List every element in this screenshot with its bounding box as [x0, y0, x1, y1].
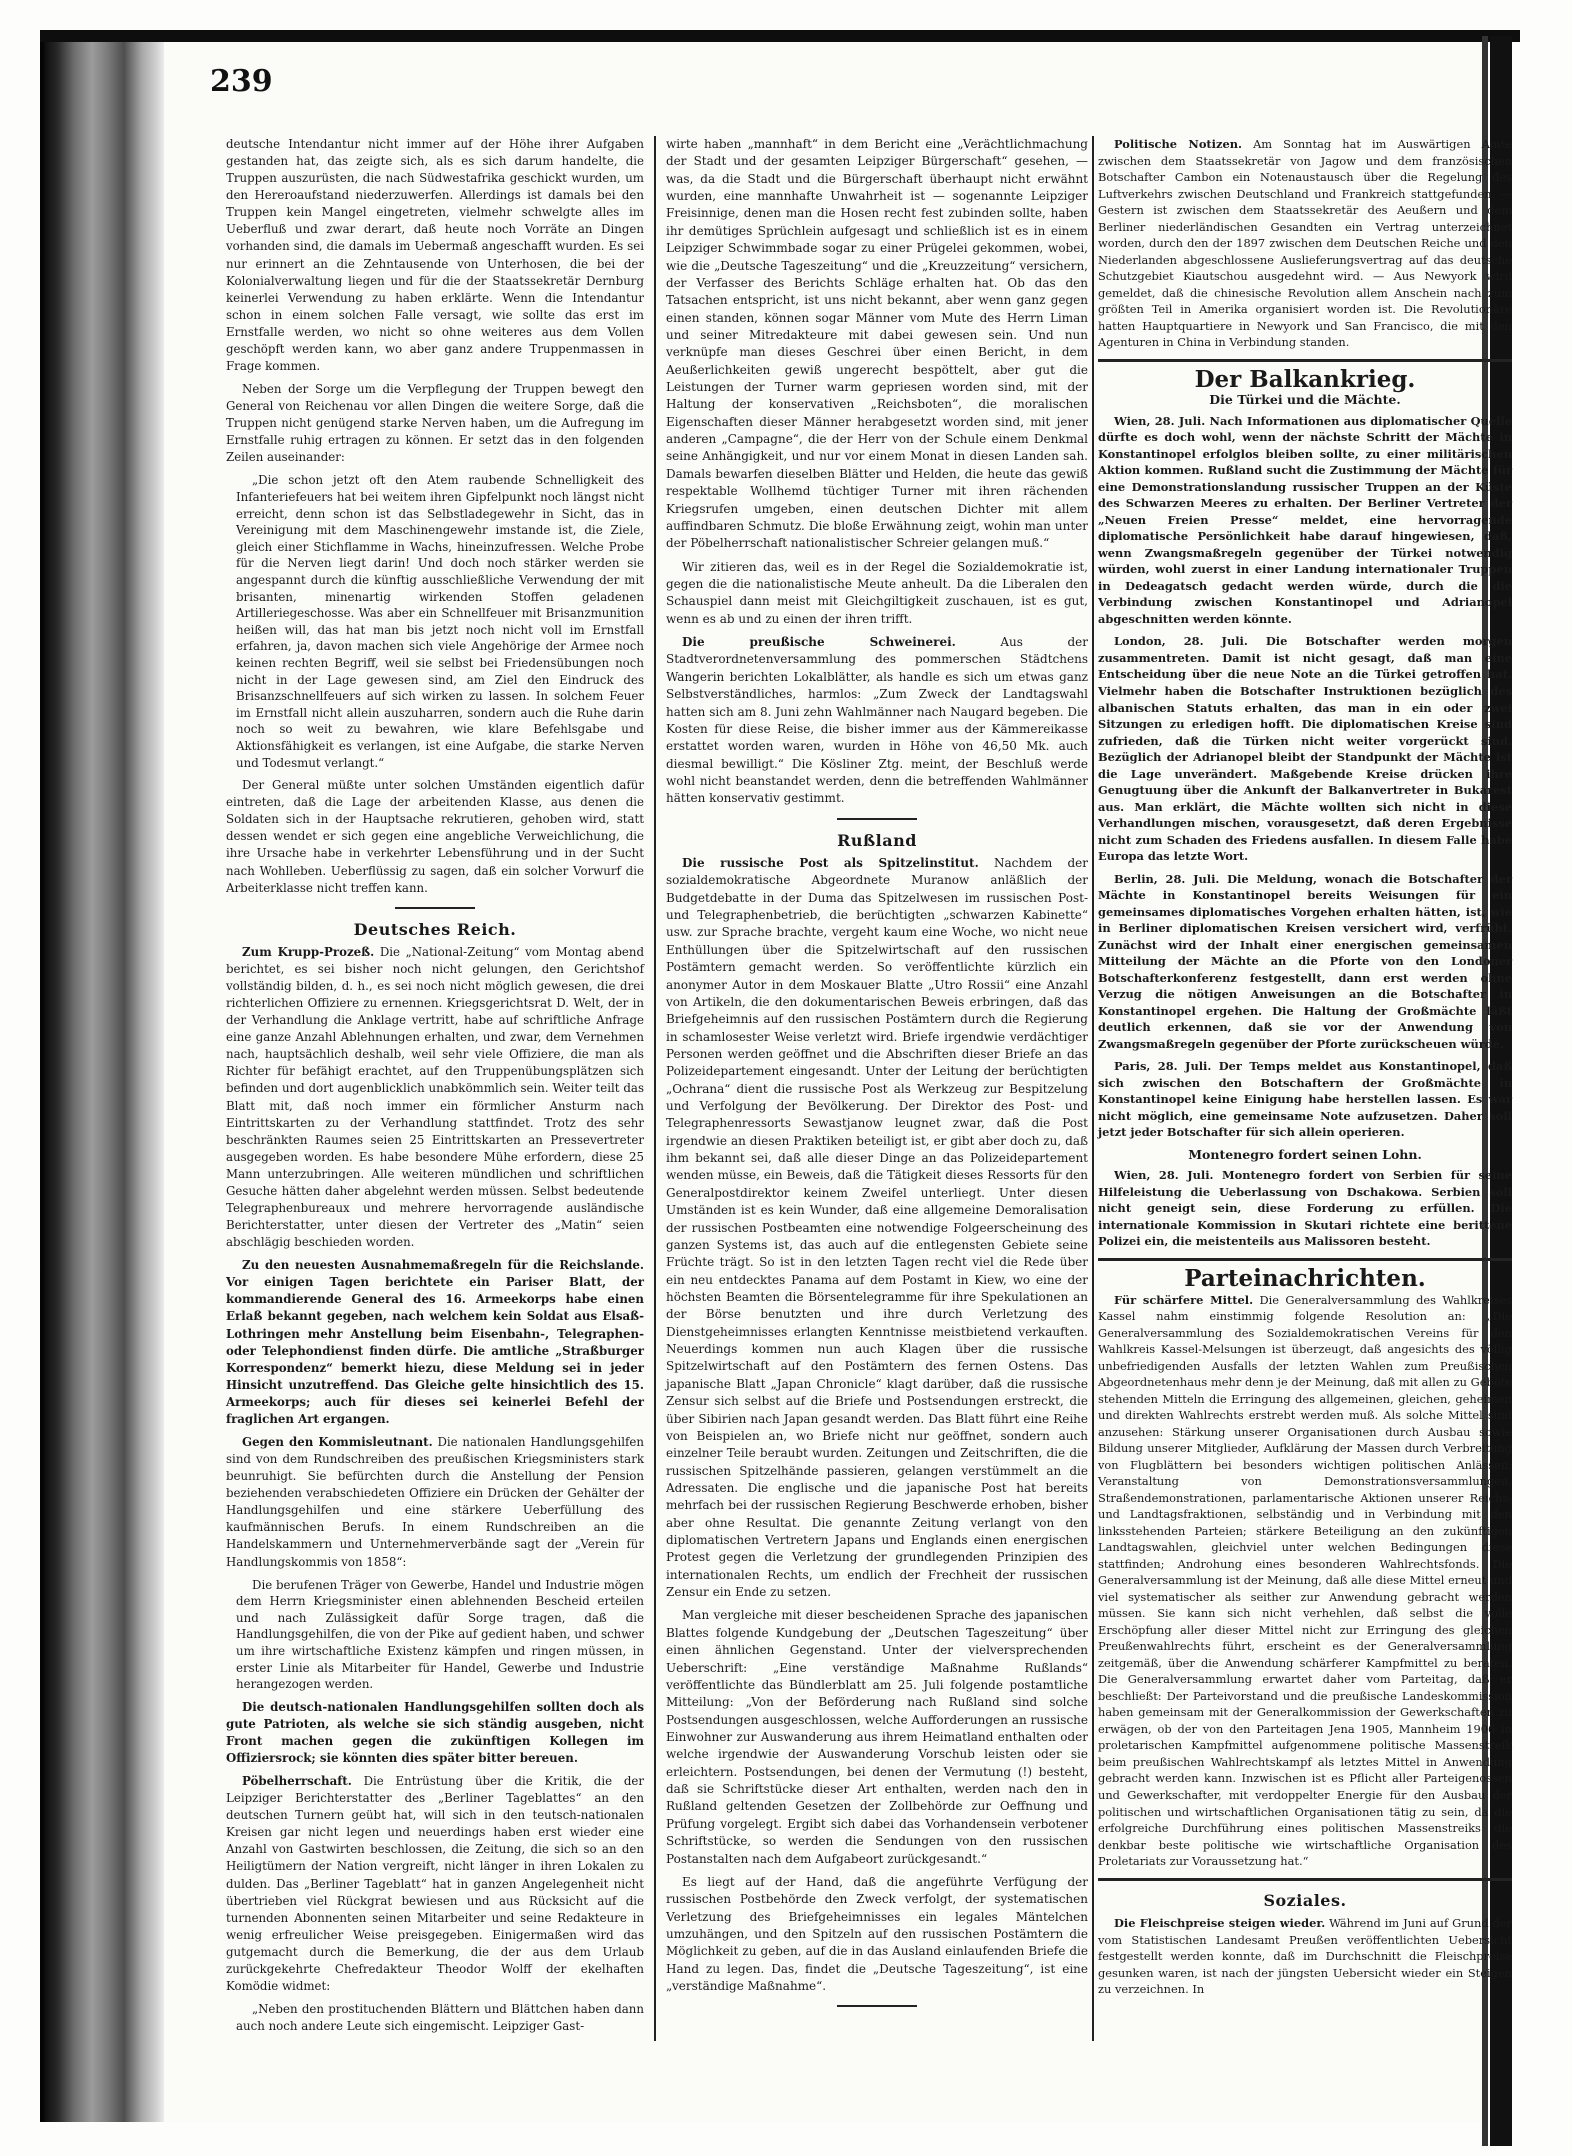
- column-2: [666, 136, 1088, 2017]
- news-kicker: Zum Krupp-Prozeß.: [242, 944, 375, 959]
- news-text: Die Generalversammlung des Wahlkreises Kassel nahm einstimmig folgende Resolution an: „Die Generalversammlung des Sozialdemokratischen Vereins für den Wahlkreis Kassel-Melsungen ist überzeugt, daß angesichts des völlig unbefriedigenden Ausfalls der letzten Wahlen zum Preußischen Abgeordnetenhaus mehr denn je der Meinung, daß mit allen zu Gebote stehenden Mitteln die Erringung des allgemeinen, gleichen, geheimen und direkten Wahlrechts erstrebt werden muß. Als solche Mittel sind anzusehen: Stärkung unserer Organisationen durch Ausbau sowie Bildung unserer Mitglieder, Aufklärung der Massen durch Verbreitung von Flugblättern bei besonders wichtigen politischen Anlässen; Veranstaltung von Demonstrationsversammlungen, Straßendemonstrationen, parlamentarische Aktionen unserer Reichs- und Landtagsfraktionen, selbständig und in Verbindung mit den linksstehenden Parteien; stärkere Beteiligung an den zukünftigen Landtagswahlen, gleichviel unter welchen Bedingungen diese stattfinden; Androhung eines besonderen Wahlrechtsfonds. Die Generalversammlung ist der Meinung, daß alle diese Mittel erneut und viel systematischer als seither zur Anwendung gebracht werden müssen. Sie kann sich nicht verhehlen, daß selbst die volle Erschöpfung aller dieser Mittel nicht zur Erringung des gleichen Preußenwahlrechts führt, erscheint es der Generalversammlung zeitgemäß, über die Anwendung schärferer Kampfmittel zu beraten. Die Generalversammlung erwartet daher vom Parteitag, daß er beschließt: Der Parteivorstand und die preußische Landeskommission haben gemeinsam mit der Generalkommission der Gewerkschaften zu erwägen, ob der von den Parteitagen Jena 1905, Mannheim 1906 in proletarischen Kampfmittel aufgenommene politische Massenstreik beim preußischen Wahlrechtskampf als letztes Mittel in Anwendung gebracht werden kann. Inzwischen ist es Pflicht aller Parteigenossen und Gewerkschafter, mit verdoppelter Energie für den Ausbau der politischen und wirtschaftlichen Organisationen tätig zu sein, da die erfolgreiche Durchführung eines politischen Massenstreiks die denkbar beste politische wie wirtschaftliche Organisation des Proletariats zur Voraussetzung hat.“: [1098, 1292, 1512, 1869]
- section-heading-parteinachrichten: Parteinachrichten.: [1184, 1265, 1426, 1292]
- quoted-passage: „Die schon jetzt oft den Atem raubende Schnelligkeit des Infanteriefeuers hat bei weitem ihren Gipfelpunkt noch längst nicht erreicht, denn schon ist das Selbstladegewehr in Sicht, das in Vereinigung mit dem Maschinengewehr imstande ist, die Ziele, gleich einer Stichflamme in Wachs, hineinzufressen. Welche Probe für die Nerven liegt darin! Und doch noch stärker werden sie angespannt durch die künftig ausschließliche Verwendung der mit brisanten, minenartig wirkenden Stoffen geladenen Artilleriegeschosse. Was aber ein Schnellfeuer mit Brisanzmunition heißen will, das hat man bis jetzt noch nicht voll im Ernstfall erfahren, ja, davon machen sich viele Angehörige der Armee noch keinen rechten Begriff, weil sie selbst bei Friedensübungen noch nicht in der Lage gewesen sind, am Ziel den Eindruck des Brisanzschnellfeuers auf sich wirken zu lassen. In solchem Feuer im Ernstfall nicht allein auszuharren, sondern auch die Ruhe darin noch so weit zu bewahren, wie klare Befehlsgabe und Aktionsfähigkeit es verlangen, ist eine Aufgabe, die starke Nerven und Todesmut verlangt.“: [236, 473, 644, 770]
- news-kicker: Zu den neuesten Ausnahmemaßregeln für die Reichslande.: [242, 1258, 644, 1273]
- column-3: [1098, 136, 1512, 2004]
- article-paragraph: wirte haben „mannhaft“ in dem Bericht eine „Verächtlichmachung der Stadt und der gesamten Leipziger Bürgerschaft“ gesehen, — was, da die Stadt und die Bürgerschaft überhaupt nicht erwähnt wurden, eine mannhafte Unwahrheit ist — sogenannte Leipziger Freisinnige, denen man die Hosen recht fest zubinden sollte, haben ihr demütiges Sprüchlein aufgesagt und schließlich ist es in einem Leipziger Schwimmbade sogar zu einer Prügelei gekommen, wobei, wie die „Deutsche Tageszeitung“ und die „Kreuzzeitung“ versichern, der Verfasser des Berichts Schläge erhalten hat. Ob das den Tatsachen entspricht, ist uns nicht bekannt, aber wenn ganz gegen einen standen, können sogar Männer vom Mute des Herrn Liman und seiner Mitredakteure mit dabei gewesen sein. Und nun verknüpfe man dieses Geschrei über einen Bericht, in dem Aeußerlichkeiten gewiß ungerecht bespöttelt, aber gut die Leistungen der Turner warm gepriesen worden sind, mit der Haltung der konservativen „Reichsboten“, die moralischen Eigenschaften dieser Männer herabgesetzt worden sind, mit jener anderen „Campagne“, die der Herr von der Schule einem Denkmal seine Anhängigkeit, und nur vor einem Monat in diesen Landen sah. Damals bewarfen dieselben Blätter und Helden, die heute das gewiß respektable Wollhemd tüchtiger Turner mit ihren rächenden Kriegsrufen umgeben, einen deutschen Dichter mit allem auffindbaren Schmutz. Die bloße Erwähnung zeigt, wohin man unter der Pöbelherrschaft nationalistischer Schreier gelangen muß.“: [666, 137, 1088, 551]
- section-heading-soziales: Soziales.: [1263, 1890, 1347, 1910]
- news-kicker: Die preußische Schweinerei.: [682, 635, 956, 650]
- quoted-passage: Die berufenen Träger von Gewerbe, Handel und Industrie mögen dem Herrn Kriegsminister einen ablehnenden Bescheid erteilen und nach Zulässigkeit dafür Sorge tragen, daß die Handlungsgehilfen, die von der Pike auf gedient haben, und schwer um ihre wirtschaftliche Existenz kämpfen und ringen müssen, in erster Linie als Mitarbeiter für Handel, Gewerbe und Industrie herangezogen werden.: [236, 1577, 644, 1692]
- dispatch-wien: Wien, 28. Juli. Nach Informationen aus diplomatischer Quelle dürfte es doch wohl, wenn der nächste Schritt der Mächte in Konstantinopel erfolglos bleiben sollte, zu einer militärischen Aktion kommen. Rußland sucht die Zustimmung der Mächte für eine Demonstrationslandung russischer Truppen an der Küste des Schwarzen Meeres zu erhalten. Der Berliner Vertreter der „Neuen Freien Presse“ meldet, eine hervorragende diplomatische Persönlichkeit habe darauf hingewiesen, daß, wenn Zwangsmaßregeln gegenüber der Türkei notwendig würden, wohl zuerst in einer Landung internationaler Truppen in Dedeagatsch gedacht werden würde, durch die die Verbindung zwischen Konstantinopel und Adrianopel abgeschnitten werden könnte.: [1098, 413, 1512, 626]
- scan-border-top: [40, 30, 1520, 42]
- article-paragraph: Der General müßte unter solchen Umständen eigentlich dafür eintreten, daß die Lage der arbeitenden Klasse, aus denen die Soldaten sich in der Hauptsache rekrutieren, gehoben wird, statt dessen wendet er sich gegen eine angebliche Verweichlichung, die ihre Ursache habe in verkehrter Lebensführung und in der Sucht nach Wohlleben. Ueberflüssig zu sagen, daß ein solcher Vorwurf die Arbeiterklasse nicht treffen kann.: [226, 778, 644, 895]
- dispatch-london: London, 28. Juli. Die Botschafter werden morgen zusammentreten. Damit ist nicht gesagt, daß man eine Entscheidung über die neue Note an die Türkei getroffen hat. Vielmehr haben die Botschafter Instruktionen bezüglich des albanischen Statuts erhalten, das man in ein oder zwei Sitzungen zu erledigen hofft. Die diplomatischen Kreise sind zufrieden, daß die Türken nicht weiter vorgerückt sind. Bezüglich der Adrianopel bleibt der Standpunkt der Mächte ist die Lage unverändert. Maßgebende Kreise drücken ihre Genugtuung über die Ankunft der Balkanvertreter in Bukarest aus. Man erklärt, die Mächte wollten sich nicht in diese Verhandlungen mischen, vorausgesetzt, daß deren Ergebnisse nicht zum Schaden des Friedens ausfallen. In diesem Falle habe Europa das letzte Wort.: [1098, 634, 1512, 864]
- page-number: 239: [210, 64, 273, 99]
- article-paragraph: Wir zitieren das, weil es in der Regel die Sozialdemokratie ist, gegen die die nationalistische Meute anheult. Da die Liberalen den Schauspiel dann meist mit Gleichgiltigkeit zuschauen, ist es gut, wenn es ab und zu einen der ihren trifft.: [666, 559, 1088, 626]
- news-text: Am Sonntag hat im Auswärtigen Amte zwischen dem Staatssekretär von Jagow und dem französischen Botschafter Cambon ein Notenaustausch über die Regelung des Luftverkehrs zwischen Deutschland und Frankreich stattgefunden. — Gestern ist zwischen dem Staatssekretär des Aeußern und dem Berliner niederländischen Gesandten ein Vertrag unterzeichnet worden, durch den der 1897 zwischen dem Deutschen Reiche und den Niederlanden abgeschlossene Auslieferungsvertrag auf das deutsche Schutzgebiet Kiautschou ausgedehnt wird. — Aus Newyork wird gemeldet, daß die chinesische Revolution allem Anschein nach zum größten Teil in Amerika organisiert worden ist. Die Revolutionäre hatten Hauptquartiere in Newyork und San Francisco, die mit den Agenturen in China in Verbindung standen.: [1098, 137, 1512, 350]
- news-text: Vor einigen Tagen berichtete ein Pariser Blatt, der kommandierende General des 16. Armeekorps habe einen Erlaß bekannt gegeben, nach welchem kein Soldat aus Elsaß-Lothringen mehr Anstellung beim Eisenbahn-, Telegraphen- oder Telephondienst finden dürfe. Die amtliche „Straßburger Korrespondenz“ bemerkt hiezu, diese Meldung sei in jeder Hinsicht unzutreffend. Das Gleiche gelte hinsichtlich des 15. Armeekorps; auch für dieses sei keinerlei Befehl der fraglichen Art ergangen.: [226, 1275, 644, 1426]
- news-kicker: Die Fleischpreise steigen wieder.: [1114, 1916, 1326, 1931]
- article-paragraph: Neben der Sorge um die Verpflegung der Truppen bewegt den General von Reichenau vor allen Dingen die weitere Sorge, daß die Truppen nicht genügend starke Nerven haben, um die Aufregung im Ernstfalle ruhig ertragen zu können. Er setzt das in den folgenden Zeilen auseinander:: [226, 382, 644, 465]
- news-text: Die Entrüstung über die Kritik, die der Leipziger Berichterstatter des „Berliner Tageblattes“ an den deutschen Turnern geübt hat, will sich in den teutsch-nationalen Kreisen gar nicht legen und neuerdings haben erst wieder eine Anzahl von Gastwirten beschlossen, die Zeitung, die sich so an den Heiligtümern der Nation vergreift, nicht länger in ihren Lokalen zu dulden. Das „Berliner Tageblatt“ hat in ganzen Angelegenheit nicht übertrieben viel Rückgrat bewiesen und aus Rücksicht auf die turnenden Abonnenten seinen Mitarbeiter und seine Redakteure in wenig erfreulicher Weise preisgegeben. Einigermaßen wird das gutgemacht durch die Bemerkung, die der aus dem Urlaub zurückgekehrte Chefredakteur Theodor Wolff der ekelhaften Komödie widmet:: [226, 1774, 644, 1994]
- section-divider: [395, 907, 475, 909]
- dispatch-wien-2: Wien, 28. Juli. Montenegro fordert von Serbien für seine Hilfeleistung die Ueberlassung von Dschakowa. Serbien soll nicht geneigt sein, diese Forderung zu erfüllen. Die internationale Kommission in Skutari richtete eine berittene Polizei ein, die meistenteils aus Malissoren besteht.: [1098, 1168, 1512, 1249]
- article-paragraph: Man vergleiche mit dieser bescheidenen Sprache des japanischen Blattes folgende Kundgebung der „Deutschen Tageszeitung“ über einen ähnlichen Gegenstand. Unter der vielversprechenden Ueberschrift: „Eine verständige Maßnahme Rußlands“ veröffentlichte das Bündlerblatt am 25. Juli folgende postamtliche Mitteilung: „Von der Beförderung nach Rußland sind solche Postsendungen ausgeschlossen, welche Aufforderungen an russische Einwohner zur Auswanderung aus ihrem Heimatland enthalten oder welche irgendwie der Auswanderung Vorschub leisten oder sie erleichtern. Postsendungen, bei denen der Vermutung (!) besteht, daß sie Schriftstücke dieser Art enthalten, werden nach den in Rußland geltenden Gesetzen der Zollbehörde zur Oeffnung und Prüfung vorgelegt. Ergibt sich dabei das Vorhandensein verbotener Schriftstücke, so werden die Sendungen von den russischen Postanstalten nach dem Aufgabeort zurückgesandt.“: [666, 1608, 1088, 1866]
- news-kicker: Für schärfere Mittel.: [1114, 1292, 1254, 1307]
- article-paragraph: Es liegt auf der Hand, daß die angeführte Verfügung der russischen Postbehörde den Zweck verfolgt, der systematischen Verletzung des Briefgeheimnisses ein legales Mäntelchen umzuhängen, und den Spitzeln auf den russischen Postämtern die Möglichkeit zu geben, auf die in das Ausland einlaufenden Briefe die Hand zu legen. Das, findet die „Deutsche Tageszeitung“, ist eine „verständige Maßnahme“.: [666, 1874, 1088, 1994]
- section-divider: [837, 2005, 917, 2007]
- news-kicker: Die russische Post als Spitzelinstitut.: [682, 856, 979, 871]
- subheading-montenegro: Montenegro fordert seinen Lohn.: [1188, 1146, 1422, 1162]
- column-rule-2: [1092, 136, 1094, 2041]
- news-text: Die nationalen Handlungsgehilfen sind von dem Rundschreiben des preußischen Kriegsministers stark beunruhigt. Sie befürchten durch die Anstellung der Pension beziehenden verabschiedeten Offiziere ein Drücken der Gehälter der Handlungsgehilfen und eine stärkere Ueberfüllung des kaufmännischen Berufs. In einem Rundschreiben an die Handelskammern und Unternehmerverbände sagt der „Verein für Handlungskommis von 1858“:: [226, 1434, 645, 1569]
- dispatch-paris: Paris, 28. Juli. Der Temps meldet aus Konstantinopel, daß sich zwischen den Botschaftern der Großmächte in Konstantinopel keine Einigung habe herstellen lassen. Es war nicht möglich, eine gemeinsame Note aufzusetzen. Daher soll jetzt jeder Botschafter für sich allein operieren.: [1098, 1059, 1512, 1140]
- news-kicker: Politische Notizen.: [1114, 137, 1242, 151]
- book-binding: [44, 42, 164, 2122]
- dispatch-berlin: Berlin, 28. Juli. Die Meldung, wonach die Botschafter der Mächte in Konstantinopel bereits Weisungen für ein gemeinsames diplomatisches Vorgehen erhalten hätten, ist, wie in Berliner diplomatischen Kreisen versichert wird, verfrüht. Zunächst wird der Inhalt einer energischen gemeinsamen Mitteilung der Mächte an die Pforte von den Londoner Botschafterkonferenz festgestellt, dann erst werden ohne Verzug die nötigen Anweisungen an die Botschafter in Konstantinopel ergehen. Die Haltung der Großmächte läßt deutlich erkennen, daß sie vor der Anwendung von Zwangsmaßregeln gegenüber der Pforte zurückscheuen würde.: [1098, 871, 1512, 1051]
- section-divider: [1098, 359, 1512, 362]
- section-divider: [837, 818, 917, 820]
- section-heading-balkankrieg: Der Balkankrieg.: [1194, 365, 1416, 393]
- news-text: Aus der Stadtverordnetenversammlung des pommerschen Städtchens Wangerin berichten Lokalblätter, als handle es sich um etwas ganz Selbstverständliches, harmlos: „Zum Zweck der Landtagswahl hatten sich am 8. Juni zehn Wahlmänner nach Naugard begeben. Die Kosten für diese Reise, die bisher immer aus der Kämmereikasse erstattet worden waren, wurden in Höhe von 46,50 Mk. auch diesmal bewilligt.“ Die Kösliner Ztg. meint, der Beschluß werde wohl nicht beanstandet werden, denn die betreffenden Wahlmänner hätten konservativ gestimmt.: [666, 635, 1088, 806]
- article-paragraph: deutsche Intendantur nicht immer auf der Höhe ihrer Aufgaben gestanden hat, das zeigte sich, als es sich darum handelte, die Truppen auszurüsten, die nach Südwestafrika geschickt wurden, um den Hereroaufstand niederzuwerfen. Allerdings ist damals bei den Truppen kein Mangel eingetreten, vielmehr schwelgte alles im Ueberfluß und zwar derart, daß heute noch Vorräte an Dingen vorhanden sind, die damals im Uebermaß angeschafft wurden. Es sei nur erinnert an die Zehntausende von Unterhosen, die bei der Kolonialverwaltung liegen und für die der Staatssekretär Dernburg keinerlei Verwendung zu haben erklärte. Wenn die Intendantur schon in einem solchen Falle versagt, wie sollte das erst im Ernstfalle werden, wo nicht so ohne weiteres aus dem Vollen geschöpft werden kann, wo aber ganz andere Truppenmassen in Frage kommen.: [226, 137, 644, 374]
- section-divider: [1098, 1878, 1512, 1881]
- column-rule-1: [654, 136, 656, 2041]
- section-heading-deutsches-reich: Deutsches Reich.: [353, 919, 517, 939]
- news-kicker: Pöbelherrschaft.: [242, 1774, 352, 1789]
- news-kicker: Gegen den Kommisleutnant.: [242, 1434, 433, 1449]
- subheading-tuerkei: Die Türkei und die Mächte.: [1209, 392, 1401, 408]
- section-divider: [1098, 1258, 1512, 1261]
- news-text: Die „National-Zeitung“ vom Montag abend berichtet, es sei bisher noch nicht gelungen, den Gerichtshof vollständig bilden, d. h., es sei noch nicht möglich gewesen, die drei richterlichen Offiziere zu ernennen. Kriegsgerichtsrat D. Welt, der in der Verhandlung die Anklage vertritt, habe auf schriftliche Anfrage eine ganze Anzahl Ablehnungen erhalten, und zwar, dem Vernehmen nach, hauptsächlich deshalb, weil sehr viele Offiziere, die man als Richter für befähigt erachtet, auf den Truppenübungsplätzen sich befinden und dort augenblicklich unabkömmlich sein. Weiter teilt das Blatt mit, daß noch immer ein förmlicher Ansturm nach Eintrittskarten zu der Verhandlung stattfindet. Trotz des sehr beschränkten Raumes seien 25 Eintrittskarten an Pressevertreter ausgegeben worden. Es habe besondere Mühe erfordern, diese 25 Mann unterzubringen. Alle weiteren mündlichen und schriftlichen Gesuche hätten daher abgelehnt werden müssen. Selbst bedeutende Telegraphenbureaux und mehrere hervorragende ausländische Berichterstatter, unter diesen der Vertreter des „Matin“ seien abschlägig beschieden worden.: [226, 944, 644, 1250]
- section-heading-russland: Rußland: [837, 830, 917, 850]
- news-text: Während im Juni auf Grund der vom Statistischen Landesamt Preußen veröffentlichten Uebersicht festgestellt werden konnte, daß im Durchschnitt die Fleischpreise gesunken waren, ist nach der jüngsten Uebersicht wieder ein Steigen zu verzeichnen. In: [1098, 1916, 1512, 1997]
- column-1: [226, 136, 644, 2040]
- article-paragraph: Die deutsch-nationalen Handlungsgehilfen sollten doch als gute Patrioten, als welche sie sich ständig ausgeben, nicht Front machen gegen die zukünftigen Kollegen im Offiziersrock; sie könnten dies später bitter bereuen.: [226, 1699, 644, 1765]
- quoted-passage: „Neben den prostituchenden Blättern und Blättchen haben dann auch noch andere Leute sich eingemischt. Leipziger Gast-: [236, 2002, 644, 2033]
- news-text: Nachdem der sozialdemokratische Abgeordnete Muranow anläßlich der Budgetdebatte in der Duma das Spitzelwesen im russischen Post- und Telegraphenbetrieb, die berüchtigten „schwarzen Kabinette“ usw. zur Sprache brachte, vergeht kaum eine Woche, wo nicht neue Enthüllungen über die Spitzelwirtschaft auf den russischen Postämtern gemacht werden. So veröffentlichte kürzlich ein anonymer Autor in dem Moskauer Blatte „Utro Rossii“ eine Anzahl von Artikeln, die den dokumentarischen Beweis erbringen, daß das Briefgeheimnis auf den russischen Postämtern durch die Regierung in schamlosester Weise verletzt wird. Briefe irgendwie verdächtiger Personen werden geöffnet und die Abschriften dieser Briefe an das Polizeidepartement eingesandt. Unter der Leitung der berüchtigten „Ochrana“ dient die russische Post als Werkzeug zur Bespitzelung und Verfolgung der Bevölkerung. Der Direktor des Post- und Telegraphenressorts Sewastjanow leugnet zwar, daß die Post irgendwie an diesen Praktiken beteiligt ist, er gibt aber doch zu, daß ihm bekannt sei, daß alle dieser Dinge an das Polizeidepartement wenden müsse, ein Beweis, daß die Tätigkeit dieses Ressorts für den Generalpostdirektor keinem Zweifel unterliegt. Unter diesen Umständen ist es kein Wunder, daß eine allgemeine Demoralisation der russischen Postbeamten eine notwendige Folgeerscheinung des ganzen Systems ist, das auch auf die entlegensten Gebiete seine Früchte trägt. So ist in den letzten Tagen recht viel die Rede über ein neu entdecktes Panama auf dem Postamt in Kiew, wo eine der höchsten Beamten die Börsentelegramme für ihre Spekulationen an der Börse benutzten und ihre durch Verletzung des Dienstgeheimnisses erlangten Kenntnisse meistbietend verkauften. Neuerdings kommen nun auch Klagen über die russische Spitzelwirtschaft auf den Postämtern des fernen Ostens. Das japanische Blatt „Japan Chronicle“ klagt darüber, daß die russische Zensur sich selbst auf die Briefe und Postsendungen erstreckt, die über Sibirien nach Japan gesandt werden. Das Blatt führt eine Reihe von Beispielen an, wo Briefe nicht nur geöffnet, sondern auch einzelner Teile beraubt wurden. Zeitungen und Zeitschriften, die die russischen Spitzelhände passieren, gelangen verstümmelt an die Adressaten. Die englische und die japanische Post hat bereits mehrfach bei der russischen Regierung Beschwerde erhoben, bisher aber ohne Resultat. Die genannte Zeitung verlangt von den diplomatischen Vertretern Japans und Englands einen energischen Protest gegen die Verletzung der grundlegenden Prinzipien des internationalen Rechts, um endlich der Frechheit der russischen Zensur ein Ende zu setzen.: [666, 856, 1088, 1600]
